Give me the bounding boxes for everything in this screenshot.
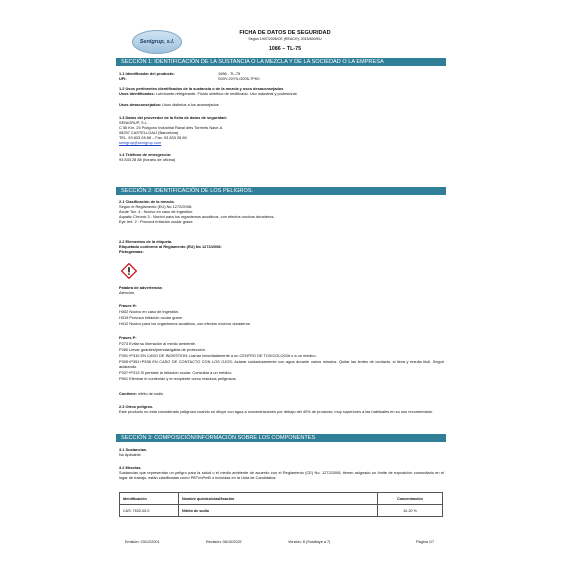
h-phrase: H319 Provoca irritación ocular grave. <box>119 315 184 320</box>
s21-heading: 2.1 Clasificación de la mezcla. <box>119 199 175 204</box>
email-link[interactable]: senigrup@senigrup.com <box>119 140 162 145</box>
section2-heading: SECCIÓN 2: IDENTIFICACIÓN DE LOS PELIGROS. <box>116 187 446 195</box>
phone-fax: TEL. 93 833 28 88 – Fax. 93 833 28 89 <box>119 135 187 140</box>
section3-heading: SECCIÓN 3: COMPOSICIÓN/INFORMACIÓN SOBRE LOS COMPONENTES <box>116 434 446 442</box>
table-cell: CAS: 7632-00-0 <box>120 505 179 517</box>
column-header: Nombre químico/clasificación <box>179 493 378 505</box>
s22-heading: 2.2 Elementos de la etiqueta. <box>119 239 173 244</box>
composition-table <box>119 492 443 517</box>
s21-line: Acute Tox. 4 : Nocivo en caso de ingestión. <box>119 209 194 214</box>
ufi-value: S03Y-20YS-G005-7PK0 <box>218 76 260 81</box>
contains-value: nitrito de sodio <box>138 391 164 396</box>
uses-label: Usos identificados: <box>119 91 155 96</box>
p-phrases-label: Frases P: <box>119 335 137 340</box>
column-header: Identificación <box>120 493 179 505</box>
s14-value: 93 833 28 88 (horario de oficina) <box>119 157 176 162</box>
address-line-1: C 55 Km. 25 Polígono Industrial Raval dels Torrents Nave-A <box>119 125 223 130</box>
contains-label: Contiene: <box>119 391 137 396</box>
uses-line <box>119 92 298 97</box>
signal-word-value: Atención <box>119 290 135 295</box>
s21-line: Según el Reglamento (EU) No 1272/2008: <box>119 204 193 209</box>
section1-heading: SECCIÓN 1: IDENTIFICACIÓN DE LA SUSTANCIA O LA MEZCLA Y DE LA SOCIEDAD O LA EMPRESA <box>116 58 446 66</box>
ufi-label: UFI: <box>119 76 127 81</box>
s14-heading: 1.4 Teléfono de emergencia: <box>119 152 172 157</box>
exclamation-pictogram-icon <box>121 263 137 279</box>
h-phrase: H302 Nocivo en caso de ingestión. <box>119 309 180 314</box>
signal-word-label: Palabra de advertencia: <box>119 285 163 290</box>
not-uses-value: Usos distintos a los aconsejados <box>162 102 219 107</box>
s12-heading: 1.2 Usos pertinentes identificados de la sustancia o de la mezcla y usos desaconsejados <box>119 86 284 91</box>
not-uses-line <box>119 103 219 108</box>
table-header-row <box>120 493 443 505</box>
h-phrase: H412 Nocivo para los organismos acuáticos, con efectos nocivos duraderos. <box>119 321 251 326</box>
s21-line: Aquatic Chronic 3 : Nocivo para los organismos acuáticos, con efectos nocivos duraderos. <box>119 214 275 219</box>
column-header: Concentración <box>378 493 443 505</box>
footer-version: Versión: 8 (Sustituye a 7) <box>288 540 331 544</box>
s32-text: Sustancias que representan un peligro para la salud o el medio ambiente de acuerdo con el Reglamento (CE) No. 1272/2008, tienen asignado un límite de exposición comunitario en el lugar de trabajo, están clasificadas como PBT/mPmB o incluidas en la Lista de Candidatos: <box>119 470 444 480</box>
table-row <box>120 505 443 517</box>
p-phrase: P337+P313 Si persiste la irritación ocular: Consultar a un médico. <box>119 370 233 375</box>
s32-heading: 3.2 Mezclas. <box>119 465 142 470</box>
company-name: SENIGRUP, S.L. <box>119 120 148 125</box>
s23-text: Este producto no está considerado peligroso cuando se diluye con agua a concentraciones por debajo del 40% de producto; muy superiores a las habituales en su uso recomendado. <box>119 409 434 414</box>
uses-value: Lubricante-refrigerante. Fluido sintético de rectificado. Uso industrial y profesional. <box>155 91 298 96</box>
document-title: FICHA DE DATOS DE SEGURIDAD <box>239 30 331 36</box>
footer-revision: Revisión: 06/10/2022 <box>206 540 242 544</box>
s31-heading: 3.1 Sustancias. <box>119 447 148 452</box>
s31-value: No Aplicable. <box>119 452 142 457</box>
s21-line: Eye Irrit. 2 : Provoca irritación ocular grave. <box>119 219 194 224</box>
p-phrase: P301+P310 EN CASO DE INGESTION: Llamar inmediatamente a un CENTRO DE TOXICOLOGÍA o a un médico. <box>119 353 317 358</box>
s23-heading: 2.3 Otros peligros. <box>119 404 154 409</box>
s13-heading: 1.3 Datos del proveedor de la ficha de datos de seguridad: <box>119 115 227 120</box>
s11-label: 1.1 Identificador del producto: <box>119 71 175 76</box>
s11-value: 1086 - TL-75 <box>218 71 241 76</box>
table-cell: Nitrito de sodio <box>179 505 378 517</box>
not-uses-label: Usos desaconsejados: <box>119 102 162 107</box>
h-phrases-label: Frases H: <box>119 303 137 308</box>
table-cell: 10-20 % <box>378 505 443 517</box>
p-phrase: P501 Eliminar el contenido y el recipiente como residuos peligrosos. <box>119 376 237 381</box>
s22-subheading: Etiquetado conforme al Reglamento (EU) No 1272/2008: <box>119 244 222 249</box>
contains-line <box>119 392 163 397</box>
pictograms-label: Pictogramas: <box>119 249 144 254</box>
logo-text: Senigrup, s.l. <box>139 39 175 45</box>
document-subtitle: Según 1907/2006/CE (REACH), 2015/830/EU <box>248 37 322 41</box>
p-phrase: P273 Evitar su liberación al medio ambiente. <box>119 341 196 346</box>
footer-emission: Emisión: 03/12/2001 <box>125 540 160 544</box>
product-code: 1086 – TL-75 <box>268 46 302 52</box>
p-phrase: P280 Llevar guantes/prendas/gafas de protección. <box>119 347 206 352</box>
p-phrase: P305+P351+P338 EN CASO DE CONTACTO CON LOS OJOS: Aclarar cuidadosamente con agua durante varios minutos. Quitar las lentes de contacto, si lleva y resulta fácil. Seguir aclarando. <box>119 359 444 369</box>
footer-page: Página 1/7 <box>416 540 435 544</box>
address-line-2: 08297 CASTELLGALÍ (Barcelona) <box>119 130 179 135</box>
